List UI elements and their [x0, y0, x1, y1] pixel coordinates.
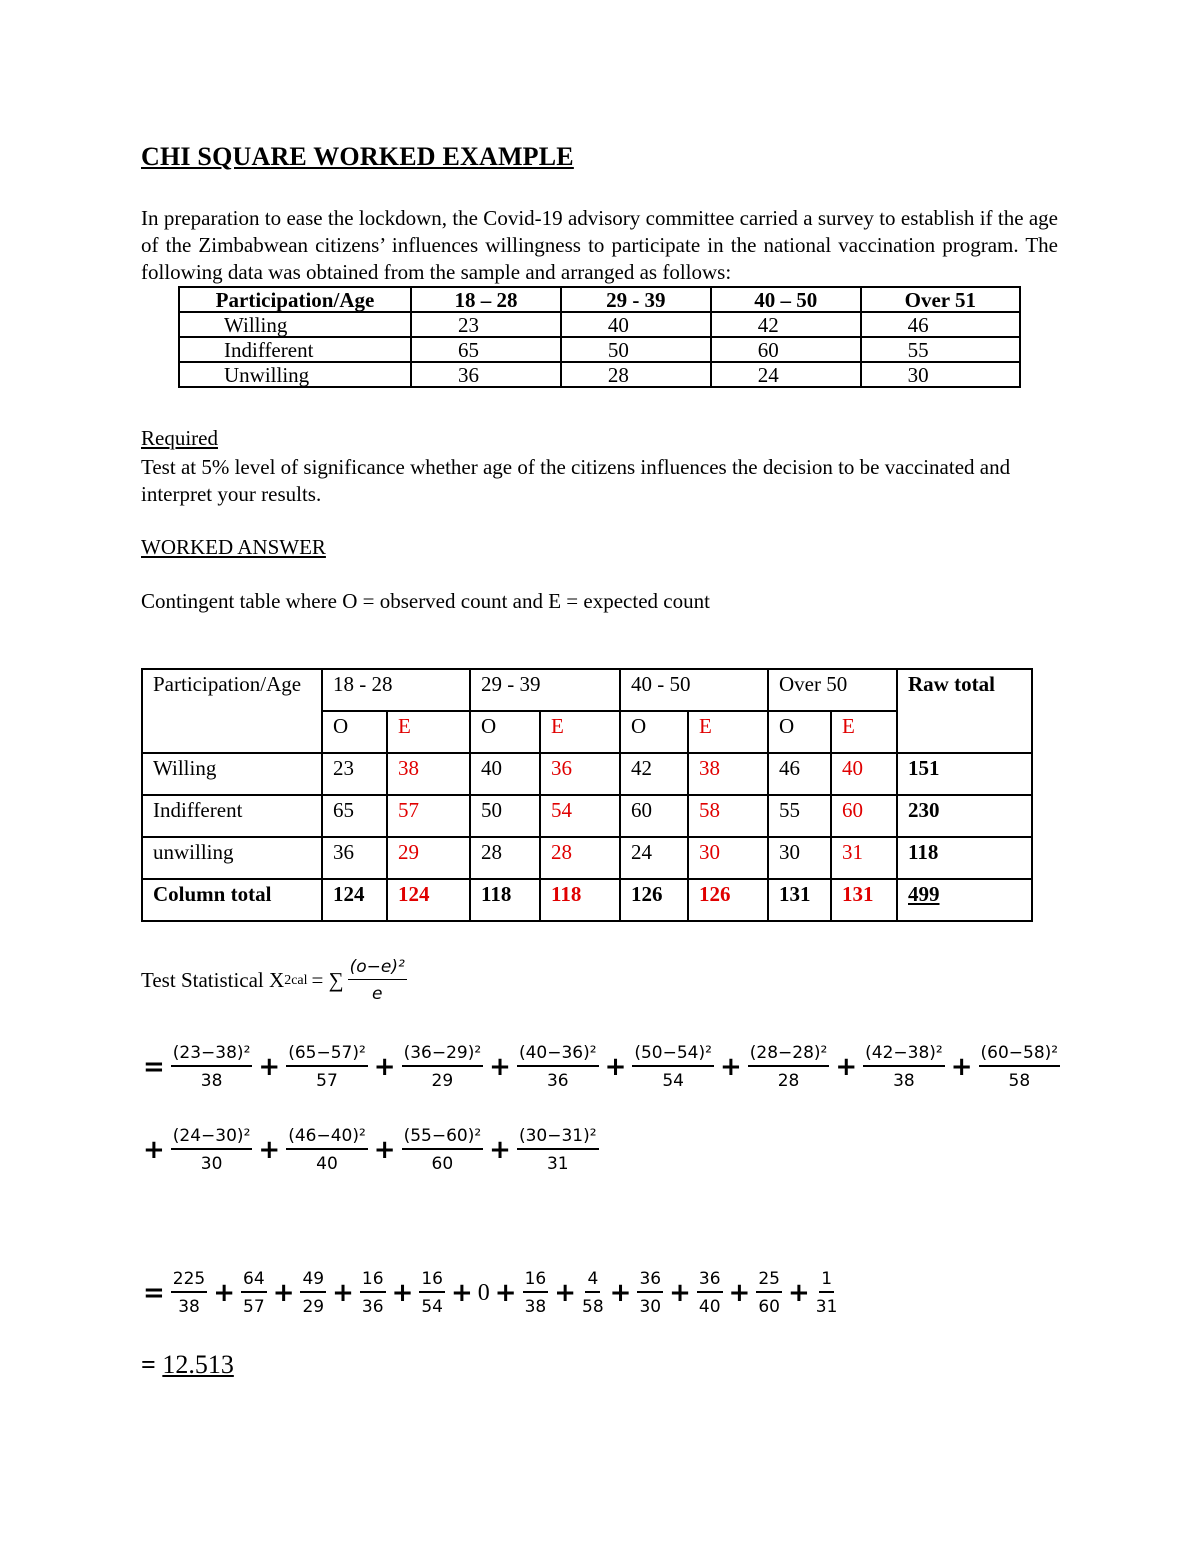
plus-symbol: + [950, 1052, 973, 1082]
fraction-denominator: 40 [698, 1297, 721, 1317]
fraction-numerator: (23−38)² [171, 1043, 253, 1067]
fraction-denominator: 54 [662, 1071, 684, 1091]
plus-symbol: + [332, 1278, 354, 1308]
fraction-denominator: 38 [893, 1071, 915, 1091]
fraction-term [286, 1126, 368, 1174]
header-cell: 40 – 50 [711, 287, 861, 312]
expansion-row-1 [141, 1043, 1064, 1091]
fraction-term [816, 1269, 838, 1317]
observed-cell: 60 [620, 795, 688, 837]
table-cell: 30 [861, 362, 1020, 387]
fraction-denominator: 57 [316, 1071, 338, 1091]
row-lead-symbol: = [143, 1052, 165, 1082]
expected-cell: 38 [387, 753, 470, 795]
simplified-row [141, 1269, 841, 1317]
fraction-numerator: 16 [523, 1269, 549, 1293]
table-cell: 28 [561, 362, 711, 387]
contingency-table [141, 668, 1033, 922]
o-header: O [470, 711, 540, 753]
fraction-term [241, 1269, 267, 1317]
row-label: Column total [142, 879, 322, 921]
table-row [142, 795, 1032, 837]
fraction-numerator: (40−36)² [517, 1043, 599, 1067]
fraction-numerator: (30−31)² [517, 1126, 599, 1150]
fraction-term [171, 1043, 253, 1091]
page-title: CHI SQUARE WORKED EXAMPLE [141, 142, 574, 171]
fraction-numerator: (55−60)² [402, 1126, 484, 1150]
fraction-term [748, 1043, 830, 1091]
fraction-numerator: (28−28)² [748, 1043, 830, 1067]
required-text: Test at 5% level of significance whether age of the citizens influences the decision to be vaccinated and interpret your results. [141, 455, 1011, 506]
fraction-denominator: 31 [815, 1297, 838, 1317]
e-header: E [831, 711, 897, 753]
group-header-row [142, 669, 1032, 711]
table-cell: 60 [711, 337, 861, 362]
observed-cell: 30 [768, 837, 831, 879]
header-cell: 29 - 39 [561, 287, 711, 312]
expected-cell: 54 [540, 795, 620, 837]
fraction-denominator: 38 [524, 1297, 547, 1317]
group-header: 40 - 50 [620, 669, 768, 711]
table-cell: 36 [411, 362, 561, 387]
table-row [179, 312, 1020, 337]
observed-cell: 42 [620, 753, 688, 795]
row-label: Willing [179, 312, 411, 337]
observed-total: 118 [470, 879, 540, 921]
e-header: E [387, 711, 470, 753]
expected-total: 118 [540, 879, 620, 921]
observed-cell: 55 [768, 795, 831, 837]
fraction-numerator: (46−40)² [286, 1126, 368, 1150]
expected-cell: 38 [688, 753, 768, 795]
fraction-denominator: 28 [777, 1071, 800, 1091]
table-cell: 50 [561, 337, 711, 362]
observed-total: 131 [768, 879, 831, 921]
fraction-numerator: (24−30)² [171, 1126, 253, 1150]
plus-symbol: + [554, 1278, 577, 1308]
fraction-numerator: (o−e)² [348, 957, 407, 980]
row-lead-symbol: + [143, 1135, 165, 1165]
plus-symbol: + [609, 1278, 632, 1308]
fraction-denominator: 38 [200, 1071, 223, 1091]
expected-total: 131 [831, 879, 897, 921]
fraction-denominator: 58 [582, 1297, 604, 1317]
group-header: 18 - 28 [322, 669, 470, 711]
required-heading: Required [141, 426, 218, 450]
expected-cell: 57 [387, 795, 470, 837]
o-header: O [768, 711, 831, 753]
plus-symbol: + [451, 1278, 473, 1308]
expected-cell: 60 [831, 795, 897, 837]
corner-cell: Participation/Age [142, 669, 322, 753]
table-cell: 23 [411, 312, 561, 337]
expected-cell: 40 [831, 753, 897, 795]
grand-total: 499 [897, 879, 1032, 921]
table-header-row [179, 287, 1020, 312]
observed-cell: 46 [768, 753, 831, 795]
table-cell: 55 [861, 337, 1020, 362]
table-row [142, 837, 1032, 879]
fraction-denominator: 29 [431, 1071, 454, 1091]
row-label: unwilling [142, 837, 322, 879]
fraction-numerator: (36−29)² [402, 1043, 484, 1067]
header-cell: 18 – 28 [411, 287, 561, 312]
fraction-numerator: 4 [585, 1269, 600, 1293]
fraction-term [637, 1269, 663, 1317]
fraction-numerator: (42−38)² [863, 1043, 945, 1067]
plus-symbol: + [604, 1052, 627, 1082]
table-row [142, 753, 1032, 795]
observed-data-table [178, 286, 1021, 388]
o-header: O [620, 711, 688, 753]
expected-cell: 58 [688, 795, 768, 837]
result-value: 12.513 [162, 1350, 234, 1379]
fraction-denominator: 60 [431, 1154, 454, 1174]
expected-cell: 28 [540, 837, 620, 879]
fraction-denominator: 58 [1008, 1071, 1031, 1091]
intro-paragraph: In preparation to ease the lockdown, the Covid-19 advisory committee carried a survey to establish if the age of the Zimbabwean citizens’ influences willingness to participate in the national vaccination program. The following data was obtained from the sample and arranged as follows: [141, 206, 1058, 284]
fraction-term [517, 1043, 599, 1091]
header-cell: Participation/Age [179, 287, 411, 312]
row-total: 118 [897, 837, 1032, 879]
fraction-numerator: (65−57)² [286, 1043, 368, 1067]
plus-symbol: + [787, 1278, 810, 1308]
fraction-numerator: 225 [171, 1269, 207, 1293]
expected-cell: 30 [688, 837, 768, 879]
fraction-term [402, 1126, 484, 1174]
row-label: Willing [142, 753, 322, 795]
group-header: Over 50 [768, 669, 897, 711]
table-cell: 65 [411, 337, 561, 362]
fraction-denominator: 38 [178, 1297, 200, 1317]
plus-symbol: + [835, 1052, 858, 1082]
row-label: Indifferent [142, 795, 322, 837]
fraction-numerator: (60−58)² [979, 1043, 1061, 1067]
plus-symbol: + [719, 1052, 742, 1082]
plain-term: 0 [477, 1279, 490, 1306]
row-label: Unwilling [179, 362, 411, 387]
fraction-term [582, 1269, 604, 1317]
observed-cell: 24 [620, 837, 688, 879]
plus-symbol: + [258, 1135, 281, 1165]
fraction-term [171, 1126, 253, 1174]
formula-fraction [348, 957, 407, 1004]
plus-symbol: + [373, 1135, 396, 1165]
row-lead-symbol: = [143, 1278, 165, 1308]
plus-symbol: + [728, 1278, 751, 1308]
fraction-term [632, 1043, 714, 1091]
column-total-row [142, 879, 1032, 921]
table-cell: 24 [711, 362, 861, 387]
worked-answer-heading: WORKED ANSWER [141, 535, 326, 559]
fraction-numerator: 49 [300, 1269, 326, 1293]
table-cell: 40 [561, 312, 711, 337]
fraction-denominator: 60 [758, 1297, 780, 1317]
e-header: E [540, 711, 620, 753]
table-row [179, 337, 1020, 362]
observed-cell: 23 [322, 753, 387, 795]
plus-symbol: + [391, 1278, 414, 1308]
plus-symbol: + [669, 1278, 691, 1308]
fraction-term [863, 1043, 945, 1091]
fraction-denominator: 57 [243, 1297, 265, 1317]
fraction-term [171, 1269, 207, 1317]
observed-total: 124 [322, 879, 387, 921]
group-header: 29 - 39 [470, 669, 620, 711]
plus-symbol: + [489, 1052, 511, 1082]
expected-cell: 36 [540, 753, 620, 795]
plus-symbol: + [489, 1135, 511, 1165]
e-header: E [688, 711, 768, 753]
fraction-denominator: 54 [421, 1297, 443, 1317]
fraction-term [523, 1269, 549, 1317]
fraction-term [979, 1043, 1061, 1091]
o-header: O [322, 711, 387, 753]
fraction-term [402, 1043, 484, 1091]
fraction-numerator: 36 [697, 1269, 723, 1293]
fraction-numerator: 25 [756, 1269, 782, 1293]
fraction-term [419, 1269, 445, 1317]
fraction-denominator: 40 [316, 1154, 338, 1174]
plus-symbol: + [272, 1278, 295, 1308]
formula-sup: 2 [284, 972, 292, 988]
expected-cell: 29 [387, 837, 470, 879]
expected-total: 126 [688, 879, 768, 921]
fraction-denominator: e [371, 984, 383, 1004]
test-statistic-formula [141, 957, 411, 1004]
fraction-denominator: 29 [302, 1297, 325, 1317]
fraction-term [697, 1269, 723, 1317]
plus-symbol: + [494, 1278, 517, 1308]
fraction-term [756, 1269, 782, 1317]
fraction-denominator: 30 [639, 1297, 662, 1317]
row-label: Indifferent [179, 337, 411, 362]
observed-cell: 50 [470, 795, 540, 837]
fraction-numerator: 16 [360, 1269, 386, 1293]
observed-cell: 36 [322, 837, 387, 879]
expansion-row-2 [141, 1126, 603, 1174]
row-total: 151 [897, 753, 1032, 795]
formula-lead: Test Statistical X [141, 968, 285, 992]
fraction-numerator: 1 [819, 1269, 834, 1293]
fraction-term [517, 1126, 599, 1174]
row-total: 230 [897, 795, 1032, 837]
fraction-denominator: 36 [361, 1297, 384, 1317]
result-equals: = [141, 1350, 163, 1379]
plus-symbol: + [213, 1278, 236, 1308]
fraction-numerator: 64 [241, 1269, 267, 1293]
observed-cell: 28 [470, 837, 540, 879]
plus-symbol: + [373, 1052, 396, 1082]
contingent-caption: Contingent table where O = observed count and E = expected count [141, 589, 710, 613]
table-cell: 42 [711, 312, 861, 337]
fraction-denominator: 30 [200, 1154, 223, 1174]
observed-cell: 40 [470, 753, 540, 795]
raw-total-header: Raw total [897, 669, 1032, 753]
header-cell: Over 51 [861, 287, 1020, 312]
fraction-numerator: (50−54)² [632, 1043, 714, 1067]
final-result [141, 1350, 234, 1380]
table-row [179, 362, 1020, 387]
formula-sub: cal [291, 972, 308, 988]
table-cell: 46 [861, 312, 1020, 337]
expected-total: 124 [387, 879, 470, 921]
observed-cell: 65 [322, 795, 387, 837]
fraction-denominator: 31 [546, 1154, 569, 1174]
formula-eq: = ∑ [311, 968, 344, 992]
observed-total: 126 [620, 879, 688, 921]
fraction-term [286, 1043, 368, 1091]
fraction-numerator: 36 [637, 1269, 663, 1293]
fraction-numerator: 16 [419, 1269, 445, 1293]
plus-symbol: + [258, 1052, 281, 1082]
fraction-term [360, 1269, 386, 1317]
expected-cell: 31 [831, 837, 897, 879]
fraction-term [300, 1269, 326, 1317]
fraction-denominator: 36 [546, 1071, 569, 1091]
